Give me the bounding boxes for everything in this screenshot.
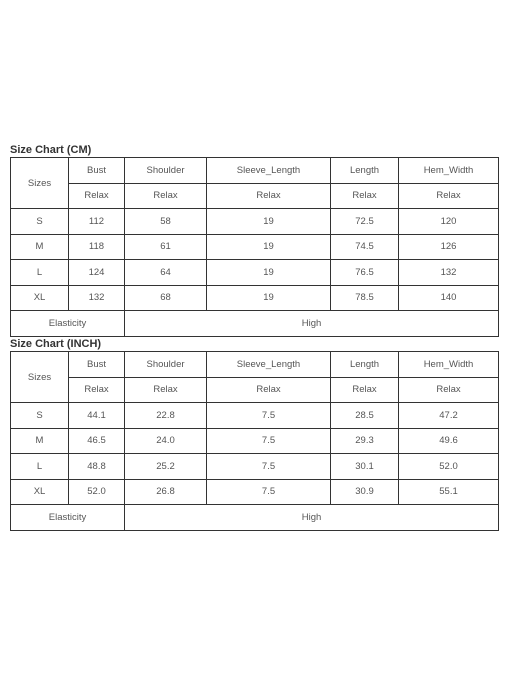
table-row [11,479,499,505]
fit-cell: Relax [331,183,399,209]
table-cell: 132 [69,285,125,311]
table-cell: 25.2 [125,454,207,480]
table-cell: 112 [69,209,125,235]
elasticity-row [11,505,499,531]
table-cell: 124 [69,260,125,286]
fit-cell: Relax [207,183,331,209]
table-cell: 78.5 [331,285,399,311]
table-row [11,454,499,480]
elasticity-value: High [125,505,499,531]
column-header-hem-width: Hem_Width [399,158,499,184]
table-row [11,260,499,286]
table-cell: 126 [399,234,499,260]
table-cell: 22.8 [125,403,207,429]
fit-cell: Relax [399,183,499,209]
size-label: M [11,428,69,454]
table-cell: 19 [207,285,331,311]
table-header-row [11,158,499,184]
elasticity-value: High [125,311,499,337]
size-table [10,351,499,531]
table-cell: 19 [207,234,331,260]
fit-cell: Relax [125,183,207,209]
size-label: M [11,234,69,260]
column-header-shoulder: Shoulder [125,158,207,184]
table-cell: 140 [399,285,499,311]
size-label: S [11,209,69,235]
fit-cell: Relax [331,377,399,403]
fit-cell: Relax [69,377,125,403]
sizes-header: Sizes [11,352,69,403]
table-cell: 46.5 [69,428,125,454]
table-cell: 64 [125,260,207,286]
elasticity-label: Elasticity [11,311,125,337]
size-label: L [11,260,69,286]
table-cell: 7.5 [207,428,331,454]
table-row [11,403,499,429]
column-header-sleeve-length: Sleeve_Length [207,352,331,378]
table-row [11,285,499,311]
table-cell: 7.5 [207,403,331,429]
table-row [11,428,499,454]
elasticity-label: Elasticity [11,505,125,531]
fit-cell: Relax [125,377,207,403]
table-fit-row [11,377,499,403]
table-cell: 61 [125,234,207,260]
column-header-bust: Bust [69,158,125,184]
size-chart-inch [10,338,498,531]
size-label: XL [11,285,69,311]
size-chart-cm [10,144,498,337]
table-cell: 76.5 [331,260,399,286]
table-cell: 28.5 [331,403,399,429]
fit-cell: Relax [399,377,499,403]
table-cell: 29.3 [331,428,399,454]
table-cell: 7.5 [207,479,331,505]
column-header-bust: Bust [69,352,125,378]
column-header-shoulder: Shoulder [125,352,207,378]
size-chart-title: Size Chart (INCH) [10,338,102,350]
size-table [10,157,499,337]
table-cell: 44.1 [69,403,125,429]
table-cell: 72.5 [331,209,399,235]
fit-cell: Relax [69,183,125,209]
elasticity-row [11,311,499,337]
fit-cell: Relax [207,377,331,403]
table-cell: 68 [125,285,207,311]
table-cell: 55.1 [399,479,499,505]
table-cell: 30.1 [331,454,399,480]
column-header-length: Length [331,158,399,184]
table-cell: 49.6 [399,428,499,454]
table-cell: 58 [125,209,207,235]
table-row [11,234,499,260]
table-cell: 52.0 [69,479,125,505]
column-header-length: Length [331,352,399,378]
table-row [11,209,499,235]
table-cell: 26.8 [125,479,207,505]
size-label: L [11,454,69,480]
table-cell: 132 [399,260,499,286]
table-cell: 47.2 [399,403,499,429]
sizes-header: Sizes [11,158,69,209]
column-header-sleeve-length: Sleeve_Length [207,158,331,184]
table-cell: 120 [399,209,499,235]
size-label: XL [11,479,69,505]
size-chart-title: Size Chart (CM) [10,144,92,156]
table-cell: 24.0 [125,428,207,454]
table-cell: 118 [69,234,125,260]
size-label: S [11,403,69,429]
table-cell: 74.5 [331,234,399,260]
table-cell: 7.5 [207,454,331,480]
table-cell: 19 [207,209,331,235]
table-cell: 48.8 [69,454,125,480]
column-header-hem-width: Hem_Width [399,352,499,378]
table-cell: 19 [207,260,331,286]
table-cell: 30.9 [331,479,399,505]
table-fit-row [11,183,499,209]
table-cell: 52.0 [399,454,499,480]
table-header-row [11,352,499,378]
